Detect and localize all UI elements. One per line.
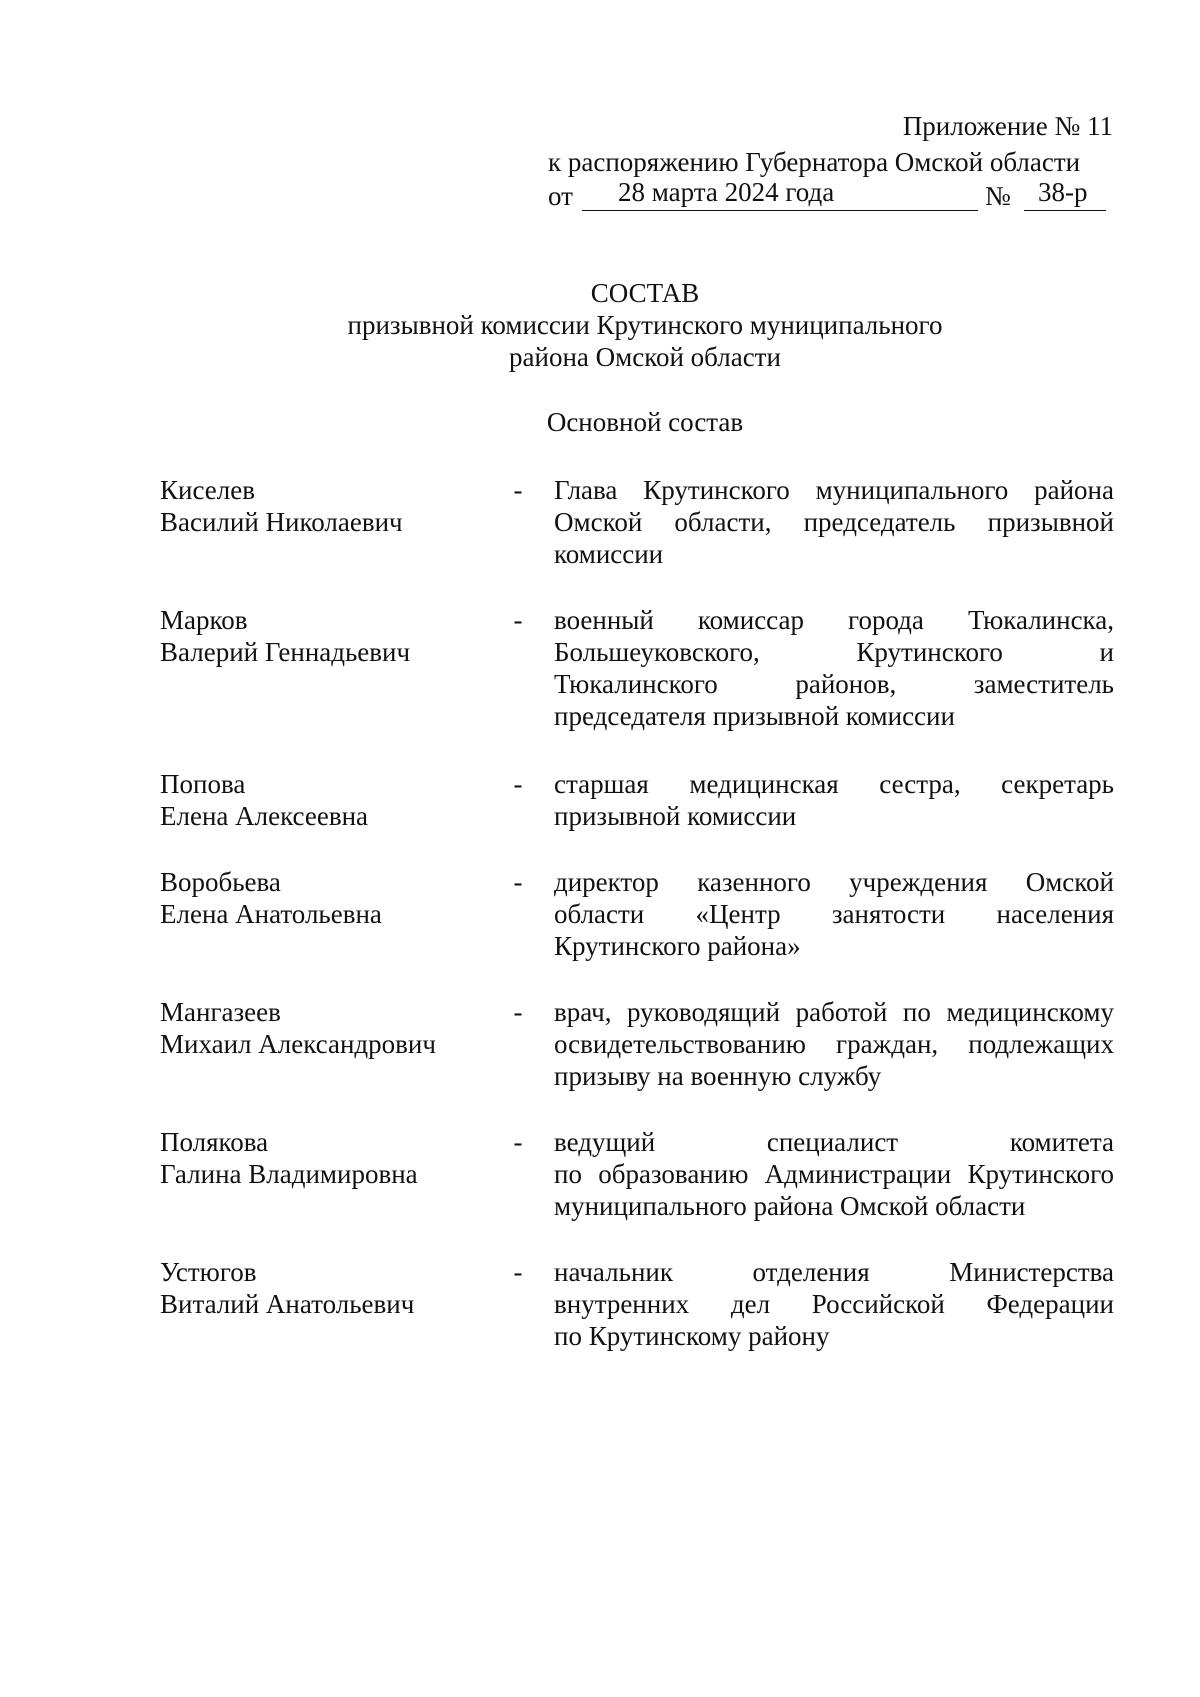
member-dash: - bbox=[513, 605, 523, 635]
member-given-name: Валерий Геннадьевич bbox=[160, 637, 411, 667]
member-dash: - bbox=[513, 997, 523, 1027]
role-line: председателя призывной комиссии bbox=[554, 701, 955, 731]
member-given-name: Елена Алексеевна bbox=[160, 801, 368, 831]
document-subtitle-line2: района Омской области bbox=[509, 342, 781, 372]
order-number: 38-р bbox=[1038, 177, 1088, 207]
role-line: области «Центр занятости населения bbox=[554, 899, 1114, 929]
member-surname: Полякова bbox=[160, 1127, 269, 1157]
role-line: Крутинского района» bbox=[554, 931, 801, 961]
date-field bbox=[582, 177, 978, 211]
member-surname: Устюгов bbox=[160, 1257, 257, 1287]
member-name bbox=[160, 996, 500, 1060]
member-name bbox=[160, 866, 500, 930]
number-sign: № bbox=[985, 181, 1011, 211]
role-line: муниципального района Омской области bbox=[554, 1191, 1026, 1221]
member-role bbox=[554, 866, 1114, 962]
role-line: Глава Крутинского муниципального района bbox=[554, 475, 1114, 505]
role-line: военный комиссар города Тюкалинска, bbox=[554, 605, 1114, 635]
member-surname: Воробьева bbox=[160, 867, 281, 897]
member-dash: - bbox=[513, 1257, 523, 1287]
role-line: призыву на военную службу bbox=[554, 1061, 882, 1091]
appendix-reference: к распоряжению Губернатора Омской области bbox=[548, 147, 1081, 177]
role-line: внутренних дел Российской Федерации bbox=[554, 1289, 1114, 1319]
role-line: Омской области, председатель призывной bbox=[554, 507, 1114, 537]
member-dash: - bbox=[513, 475, 523, 505]
role-line: врач, руководящий работой по медицинскому bbox=[554, 997, 1114, 1027]
document-subtitle-line1: призывной комиссии Крутинского муниципального bbox=[347, 310, 943, 340]
member-name bbox=[160, 604, 500, 668]
role-line: Тюкалинского районов, заместитель bbox=[554, 669, 1114, 699]
document-title: СОСТАВ bbox=[590, 278, 700, 308]
member-surname: Мангазеев bbox=[160, 997, 281, 1027]
role-line: ведущий специалист комитета bbox=[554, 1127, 1114, 1157]
member-name bbox=[160, 474, 500, 538]
number-field bbox=[1024, 177, 1106, 211]
member-surname: Киселев bbox=[160, 475, 255, 505]
member-given-name: Михаил Александрович bbox=[160, 1029, 436, 1059]
member-role bbox=[554, 604, 1114, 732]
member-dash: - bbox=[513, 1127, 523, 1157]
role-line: начальник отделения Министерства bbox=[554, 1257, 1114, 1287]
role-line: освидетельствованию граждан, подлежащих bbox=[554, 1029, 1114, 1059]
member-dash: - bbox=[513, 769, 523, 799]
appendix-date-line bbox=[548, 177, 1113, 212]
member-name bbox=[160, 1256, 500, 1320]
appendix-number: Приложение № 11 bbox=[902, 111, 1113, 141]
member-surname: Попова bbox=[160, 769, 246, 799]
document-heading bbox=[0, 277, 1200, 373]
role-line: по Крутинскому району bbox=[554, 1321, 830, 1351]
member-name bbox=[160, 1126, 500, 1190]
member-given-name: Галина Владимировна bbox=[160, 1159, 418, 1189]
member-dash: - bbox=[513, 867, 523, 897]
section-title: Основной состав bbox=[546, 407, 744, 437]
role-line: Большеуковского, Крутинского и bbox=[554, 637, 1114, 667]
member-role bbox=[554, 1126, 1114, 1222]
member-given-name: Василий Николаевич bbox=[160, 507, 403, 537]
role-line: старшая медицинская сестра, секретарь bbox=[554, 769, 1114, 799]
role-line: призывной комиссии bbox=[554, 801, 797, 831]
order-date: 28 марта 2024 года bbox=[618, 177, 835, 207]
role-line: комиссии bbox=[554, 539, 664, 569]
member-given-name: Виталий Анатольевич bbox=[160, 1289, 415, 1319]
member-role bbox=[554, 1256, 1114, 1352]
appendix-header bbox=[548, 110, 1113, 212]
member-name bbox=[160, 768, 500, 832]
role-line: директор казенного учреждения Омской bbox=[554, 867, 1114, 897]
member-surname: Марков bbox=[160, 605, 248, 635]
from-label: от bbox=[548, 181, 573, 211]
member-given-name: Елена Анатольевна bbox=[160, 899, 382, 929]
member-role bbox=[554, 474, 1114, 570]
member-role bbox=[554, 768, 1114, 832]
role-line: по образованию Администрации Крутинского bbox=[554, 1159, 1114, 1189]
member-role bbox=[554, 996, 1114, 1092]
